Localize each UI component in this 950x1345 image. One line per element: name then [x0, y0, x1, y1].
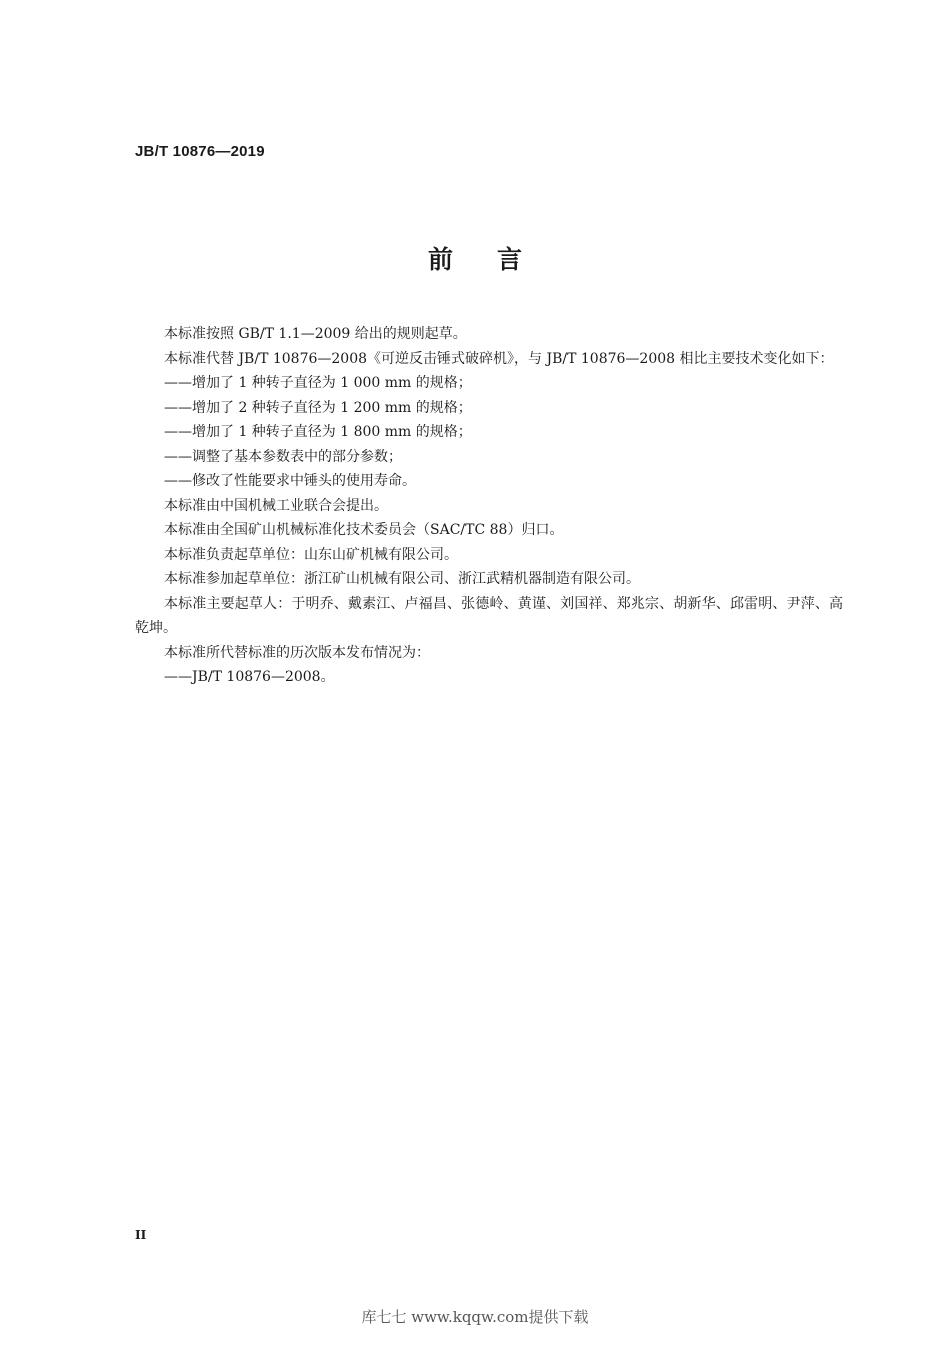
info-paragraph: 本标准所代替标准的历次版本发布情况为：: [164, 644, 430, 661]
change-item: ——修改了性能要求中锤头的使用寿命。: [164, 473, 416, 489]
paragraph: 本标准代替 JB/T 10876—2008《可逆反击锤式破碎机》，与 JB/T 10876—2008 相比主要技术变化如下：: [164, 350, 834, 367]
info-paragraph: 本标准主要起草人：于明乔、戴素江、卢福昌、张德岭、黄谨、刘国祥、郑兆宗、胡新华、邱雷明、尹萍、高乾坤。: [135, 595, 843, 636]
info-paragraph: 本标准参加起草单位：浙江矿山机械有限公司、浙江武精机器制造有限公司。: [164, 571, 640, 587]
change-item: ——调整了基本参数表中的部分参数；: [164, 448, 402, 465]
info-paragraph: 本标准负责起草单位：山东山矿机械有限公司。: [164, 546, 458, 563]
foreword-body: [135, 322, 843, 690]
standard-code: JB/T 10876—2019: [135, 143, 265, 160]
change-item: ——增加了 1 种转子直径为 1 000 mm 的规格；: [164, 375, 472, 391]
info-paragraph: 本标准由中国机械工业联合会提出。: [164, 497, 388, 514]
history-item: ——JB/T 10876—2008。: [164, 669, 335, 685]
change-item: ——增加了 2 种转子直径为 1 200 mm 的规格；: [164, 399, 472, 416]
download-watermark: 库七七 www.kqqw.com提供下载: [361, 1308, 589, 1326]
change-item: ——增加了 1 种转子直径为 1 800 mm 的规格；: [164, 424, 472, 440]
page-title: 前言: [427, 245, 566, 274]
page-number: II: [135, 1228, 147, 1242]
info-paragraph: 本标准由全国矿山机械标准化技术委员会（SAC/TC 88）归口。: [164, 522, 564, 538]
paragraph: 本标准按照 GB/T 1.1—2009 给出的规则起草。: [164, 326, 467, 342]
